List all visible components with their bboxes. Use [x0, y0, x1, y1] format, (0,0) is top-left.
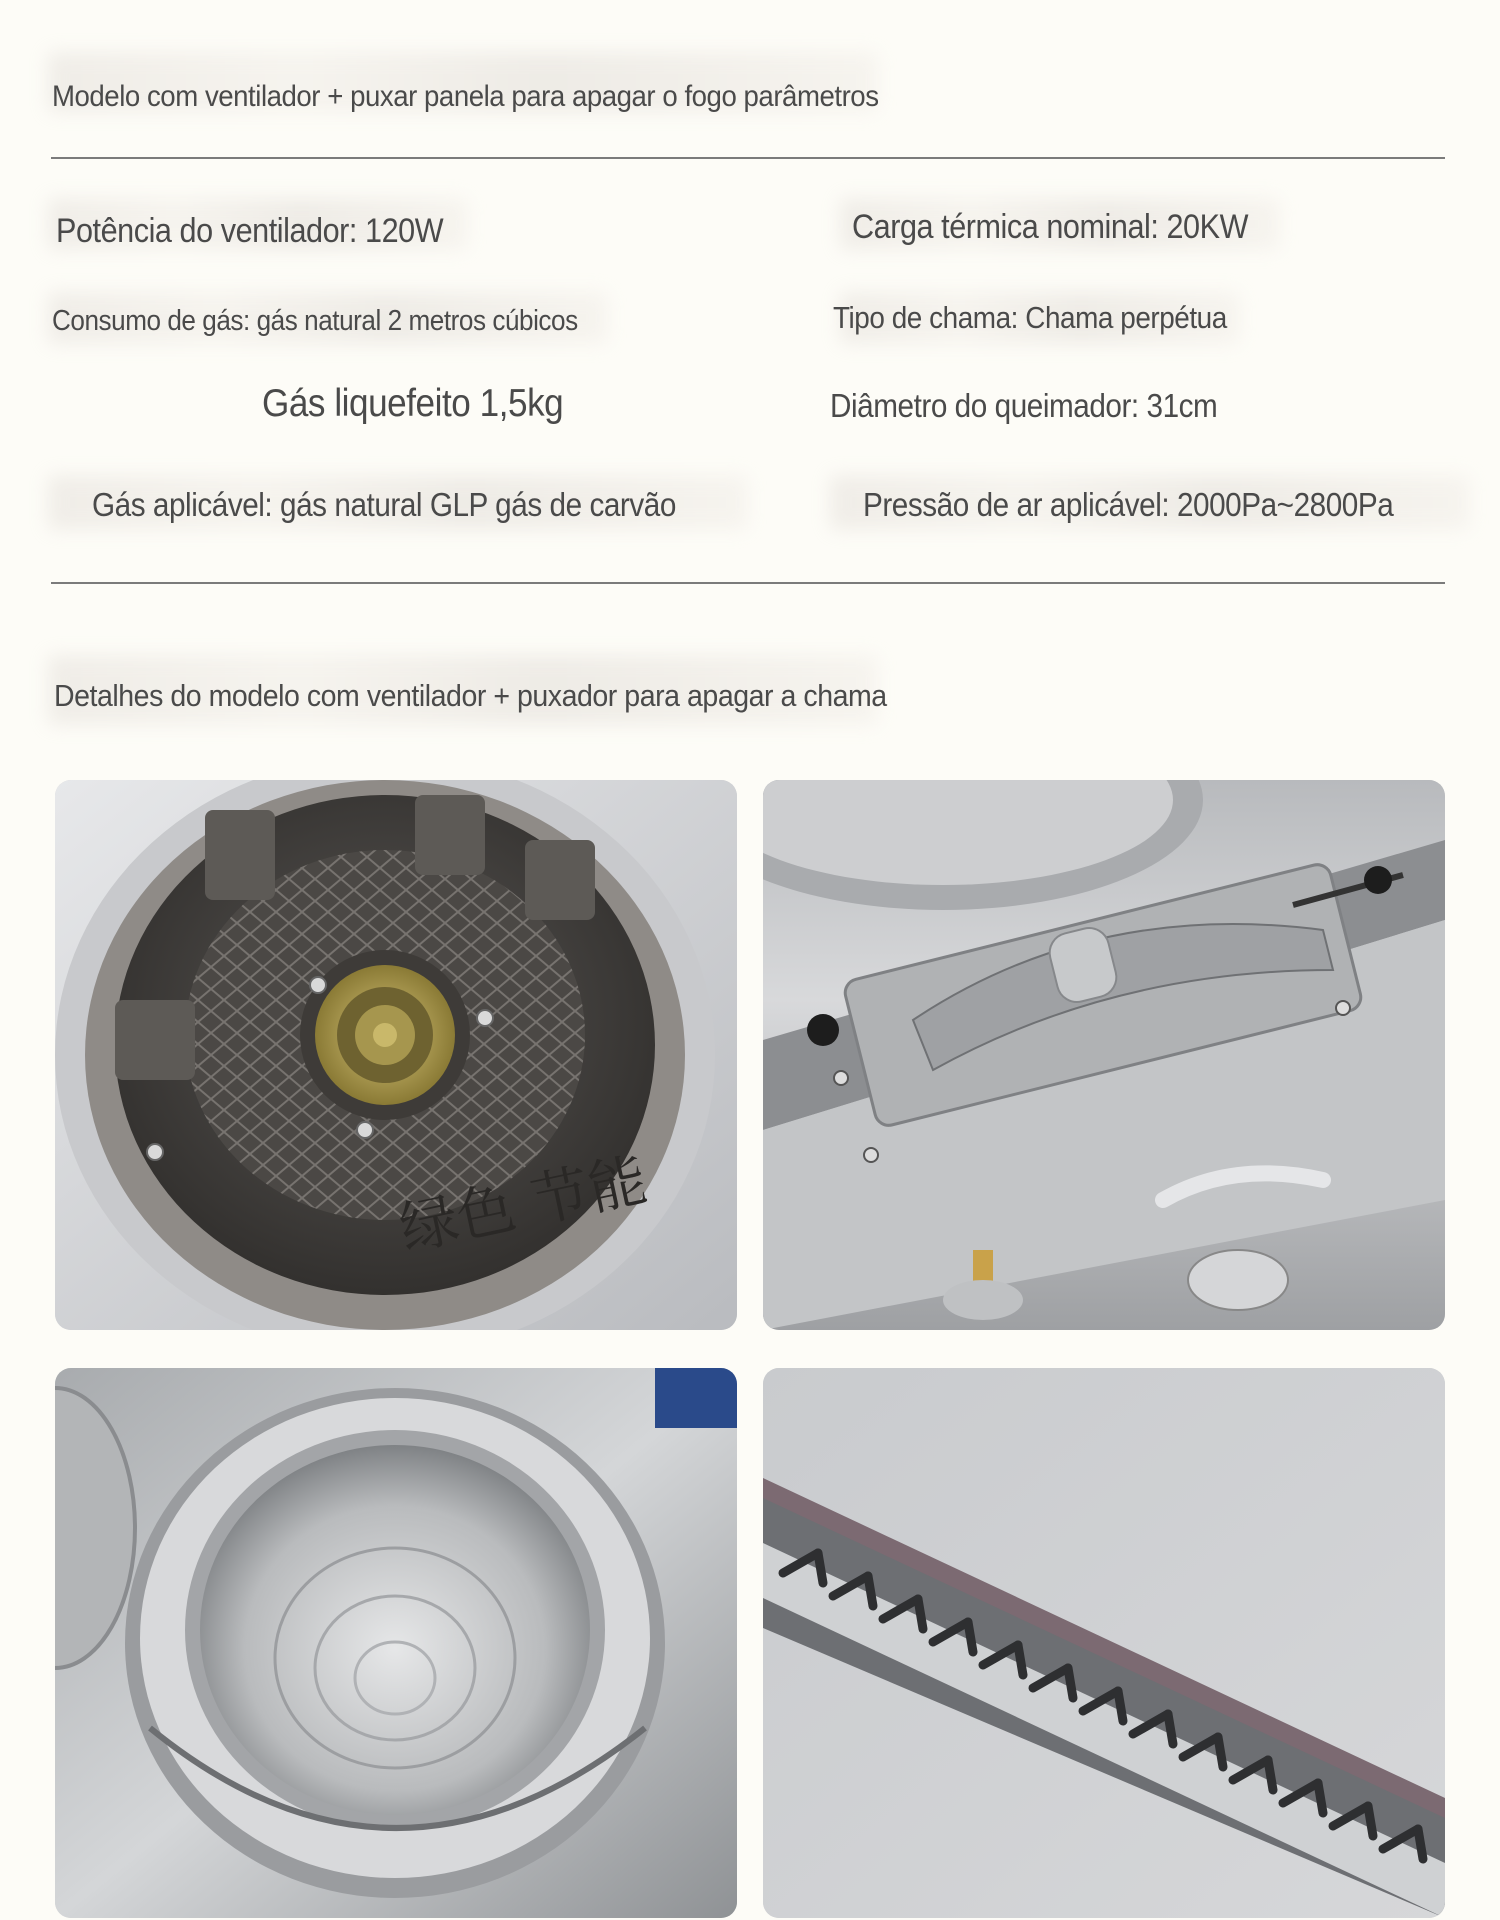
pot-illustration: [55, 1368, 737, 1918]
burner-illustration: [55, 780, 737, 1330]
param-flame-type: Tipo de chama: Chama perpétua: [833, 300, 1227, 335]
photo-water-pot: [55, 1368, 737, 1918]
param-applicable-gas: Gás aplicável: gás natural GLP gás de carvão: [92, 486, 676, 523]
handle-illustration: [763, 780, 1445, 1330]
details-title: Detalhes do modelo com ventilador + puxador para apagar a chama: [54, 678, 887, 713]
photo-burner: [55, 780, 737, 1330]
divider-top: [51, 157, 1445, 159]
divider-bottom: [51, 582, 1445, 584]
param-air-pressure: Pressão de ar aplicável: 2000Pa~2800Pa: [863, 486, 1394, 523]
photo-pull-handle: [763, 780, 1445, 1330]
param-rated-heat-load: Carga térmica nominal: 20KW: [852, 208, 1249, 246]
param-gas-consumption: Consumo de gás: gás natural 2 metros cúbicos: [52, 305, 578, 337]
burner-engraving: 绿色 节能: [393, 1145, 653, 1264]
param-lpg-consumption: Gás liquefeito 1,5kg: [262, 382, 564, 425]
param-fan-power: Potência do ventilador: 120W: [56, 212, 444, 250]
page-title: Modelo com ventilador + puxar panela para apagar o fogo parâmetros: [52, 80, 879, 113]
param-burner-diameter: Diâmetro do queimador: 31cm: [830, 387, 1218, 424]
photo-vent-slots: [763, 1368, 1445, 1918]
vent-illustration: [763, 1368, 1445, 1918]
